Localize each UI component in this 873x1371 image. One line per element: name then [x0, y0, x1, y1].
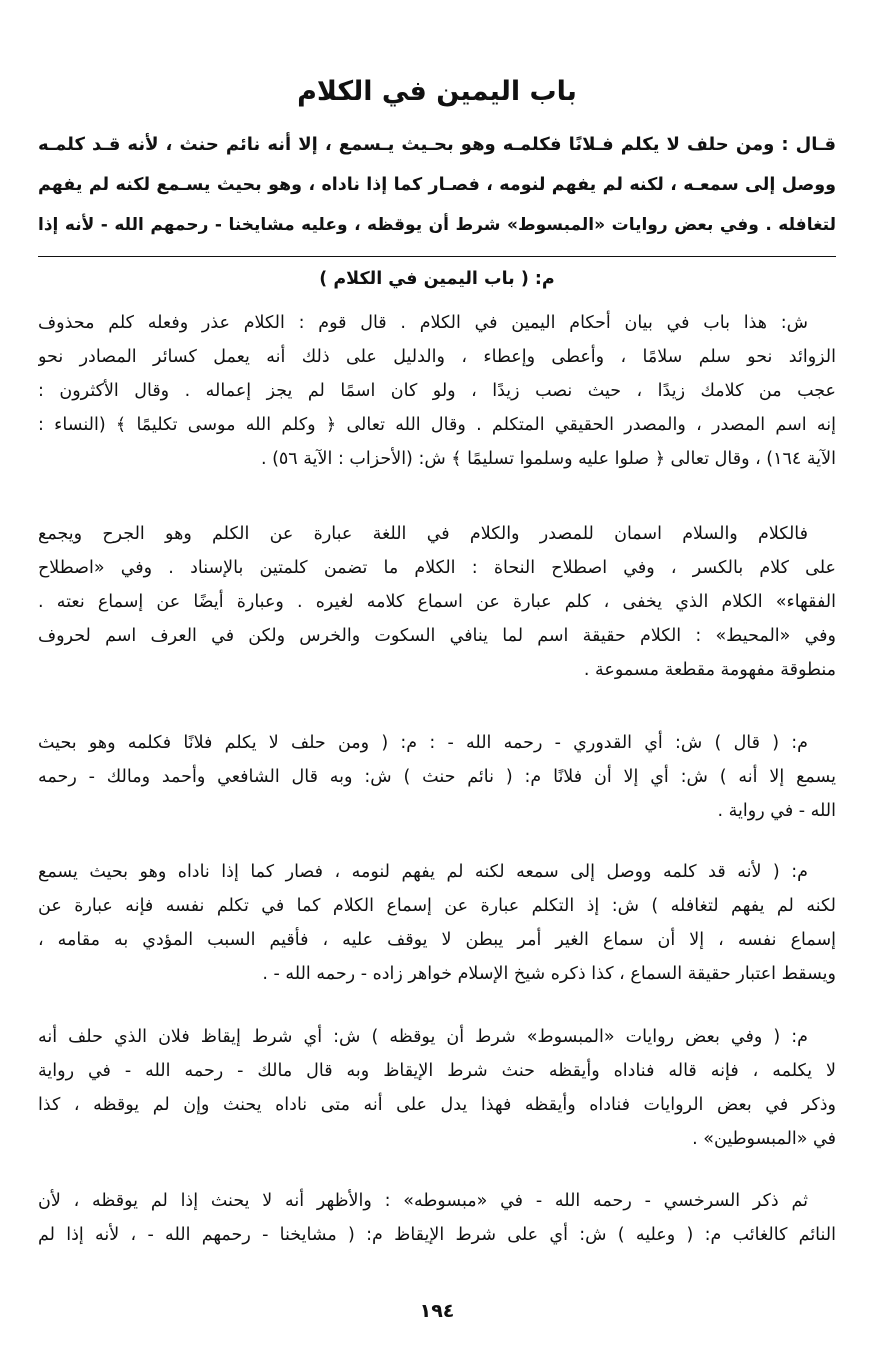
paragraph-line: م: ( قال ) ش: أي القدوري - رحمه الله - : م: ( ومن حلف لا يكلم فلانًا فكلمه وهو بحيث [38, 733, 808, 753]
paragraph-line: م: ( وفي بعض روايات «المبسوط» شرط أن يوقظه ) ش: أي شرط إيقاظ فلان الذي حلف أنه [38, 1027, 808, 1047]
page-number: ١٩٤ [419, 1300, 455, 1322]
paragraph-line: يسمع إلا أنه ) ش: أي إلا أن فلانًا م: ( نائم حنث ) ش: وبه قال الشافعي وأحمد ومالك - رحمه [38, 767, 836, 787]
commentary-paragraph [38, 726, 836, 828]
paragraph-line: وذكر في بعض الروايات فناداه وأيقظه فهذا يدل على أنه متى ناداه يحنث وإن لم يوقظه ، كذا [38, 1095, 836, 1115]
paragraph-line: عجب من كلامك زيدًا ، حيث نصب زيدًا ، ولو كان اسمًا لم يجز إعماله . وقال الأكثرون : [38, 381, 836, 401]
commentary-paragraph [38, 855, 836, 991]
commentary-paragraph [38, 306, 836, 476]
commentary-paragraph [38, 1020, 836, 1156]
paragraph-line: وفي «المحيط» : الكلام حقيقة اسم لما ينافي السكوت والخرس ولكن في العرف اسم لحروف [38, 626, 836, 646]
book-page [38, 0, 836, 1371]
paragraph-line: لكنه لم يفهم لتغافله ) ش: إذ التكلم عبارة عن إسماع الكلام كما في تكلم نفسه فإنه عبارة عن [38, 896, 836, 916]
paragraph-line: م: ( لأنه قد كلمه ووصل إلى سمعه لكنه لم يفهم لنومه ، فصار كما إذا ناداه وهو بحيث يسمع [38, 862, 808, 882]
paragraph-line: على كلام بالكسر ، وفي اصطلاح النحاة : الكلام ما تضمن كلمتين بالإسناد . وفي «اصطلاح [38, 558, 836, 578]
paragraph-line: الله - في رواية . [717, 801, 836, 821]
paragraph-line: إنه اسم المصدر ، والمصدر الحقيقي المتكلم . وقال الله تعالى ﴿ وكلم الله موسى تكليمًا ﴾ (النساء : [38, 415, 836, 435]
paragraph-line: فالكلام والسلام اسمان للمصدر والكلام في اللغة عبارة عن الكلم وهو الجرح ويجمع [38, 524, 808, 544]
paragraph-line: ش: هذا باب في بيان أحكام اليمين في الكلام . قال قوم : الكلام عذر وفعله كلم محذوف [38, 313, 808, 333]
paragraph-line: في «المبسوطين» . [692, 1129, 836, 1149]
matn-text [38, 125, 836, 245]
paragraph-line: الزوائد نحو سلم سلامًا ، وأعطى وإعطاء ، والدليل على ذلك أنه يعمل كسائر المصادر نحو [38, 347, 836, 367]
commentary-paragraph [38, 1184, 836, 1252]
chapter-title: باب اليمين في الكلام [297, 76, 577, 107]
matn-line: قـال : ومن حلف لا يكلم فـلانًا فكلمـه وهو بحـيث يـسمع ، إلا أنه نائم حنث ، لأنه قـد كلمـه [38, 134, 836, 155]
commentary-paragraph [38, 517, 836, 687]
divider-rule [38, 256, 836, 257]
paragraph-line: لا يكلمه ، فإنه قاله فناداه وأيقظه حنث شرط الإيقاظ وبه قال مالك - رحمه الله - في رواية [38, 1061, 836, 1081]
matn-line: ووصل إلى سمعـه ، لكنه لم يفهم لنومه ، فصـار كما إذا ناداه ، وهو بحيث يسـمع لكنه لم يفهم [38, 175, 836, 195]
paragraph-line: منطوقة مفهومة مقطعة مسموعة . [583, 660, 836, 680]
matn-line: لتغافله . وفي بعض روايات «المبسوط» شرط أن يوقظه ، وعليه مشايخنا - رحمهم الله - لأنه إذا [38, 215, 836, 235]
paragraph-line: الآية ١٦٤) ، وقال تعالى ﴿ صلوا عليه وسلموا تسليمًا ﴾ ش: (الأحزاب : الآية ٥٦) . [260, 449, 836, 469]
sharh-heading: م: ( باب اليمين في الكلام ) [319, 269, 555, 289]
paragraph-line: النائم كالغائب م: ( وعليه ) ش: أي على شرط الإيقاظ م: ( مشايخنا - رحمهم الله - ، لأنه إذا لم [38, 1225, 836, 1245]
paragraph-line: إسماع نفسه ، إلا أن سماع الغير أمر يبطن لا يوقف عليه ، فأقيم السبب المؤدي به مقامه ، [38, 930, 836, 950]
paragraph-line: ثم ذكر السرخسي - رحمه الله - في «مبسوطه» : والأظهر أنه لا يحنث إذا لم يوقظه ، لأن [38, 1191, 808, 1211]
paragraph-line: ويسقط اعتبار حقيقة السماع ، كذا ذكره شيخ الإسلام خواهر زاده - رحمه الله - . [262, 964, 836, 984]
paragraph-line: الفقهاء» الكلام الذي يخفى ، كلم عبارة عن اسماع كلامه لغيره . وعبارة أيضًا عن إسماع نعته . [38, 592, 836, 612]
